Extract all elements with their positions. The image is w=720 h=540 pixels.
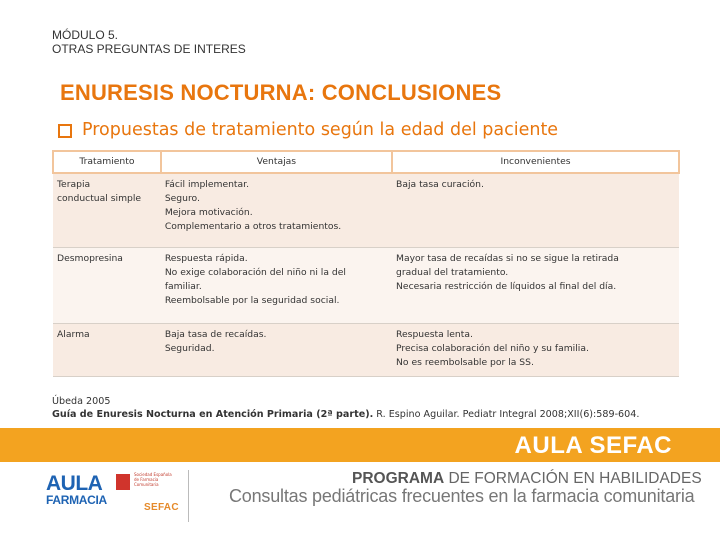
logo-farmacia-text: FARMACIA [46, 493, 107, 507]
sefac-square-icon [116, 474, 130, 490]
cell-inconvenientes [392, 247, 679, 323]
cell-line: Respuesta lenta. [396, 328, 473, 340]
cell-line: Baja tasa de recaídas. [164, 328, 267, 340]
module-header [52, 28, 246, 56]
cell-tratamiento [53, 173, 161, 247]
bullet-text: Propuestas de tratamiento según la edad del paciente [82, 120, 559, 140]
module-number: MÓDULO 5. [52, 28, 119, 42]
logo-aula-text: AULA [46, 472, 103, 495]
cell-line: Fácil implementar. [164, 179, 250, 190]
footer-banner [0, 428, 720, 462]
reference-details: R. Espino Aguilar. Pediatr Integral 2008;XII(6):589-604. [373, 409, 640, 420]
table-row [53, 247, 679, 323]
page-title: ENURESIS NOCTURNA: CONCLUSIONES [60, 80, 502, 105]
cell-line: conductual simple [57, 193, 142, 204]
footer-divider [188, 470, 189, 522]
cell-line: No exige colaboración del niño ni la del [164, 266, 346, 278]
cell-line: Seguro. [164, 193, 200, 204]
table-row [53, 323, 679, 376]
table-row [53, 173, 679, 247]
cell-inconvenientes [392, 323, 679, 376]
cell-ventajas [161, 247, 392, 323]
cell-line: familiar. [164, 280, 202, 292]
bibliographic-reference [52, 395, 639, 421]
footer [0, 462, 720, 540]
cell-line: Alarma [57, 328, 90, 340]
cell-line: Baja tasa curación. [396, 179, 484, 190]
cell-ventajas [161, 323, 392, 376]
cell-line: gradual del tratamiento. [396, 266, 509, 278]
cell-tratamiento [53, 247, 161, 323]
program-bold: PROGRAMA [352, 470, 445, 487]
module-subtitle: OTRAS PREGUNTAS DE INTERES [52, 42, 246, 56]
cell-line: Mejora motivación. [164, 207, 253, 218]
sefac-small-text: Sociedad Española de Farmacia Comunitaria [134, 472, 172, 487]
bullet-point [58, 120, 558, 140]
cell-line: No es reembolsable por la SS. [396, 356, 534, 368]
header-ventajas: Ventajas [161, 151, 392, 173]
cell-line: Precisa colaboración del niño y su familia. [396, 342, 589, 354]
cell-line: Necesaria restricción de líquidos al final del día. [396, 280, 617, 292]
cell-line: Seguridad. [164, 342, 215, 354]
program-subtitle: Consultas pediátricas frecuentes en la farmacia comunitaria [229, 486, 695, 506]
cell-line: Complementario a otros tratamientos. [164, 221, 342, 232]
program-rest: DE FORMACIÓN EN HABILIDADES [444, 470, 702, 487]
header-inconvenientes: Inconvenientes [392, 151, 679, 173]
cell-line: Respuesta rápida. [164, 252, 248, 264]
cell-line: Terapia [57, 179, 91, 190]
treatment-table [52, 150, 680, 377]
table-header-row [53, 151, 679, 173]
sefac-word: SEFAC [144, 502, 179, 513]
aula-farmacia-logo [46, 474, 107, 506]
header-tratamiento: Tratamiento [53, 151, 161, 173]
cell-line: Reembolsable por la seguridad social. [164, 294, 340, 306]
sefac-logo [116, 472, 179, 516]
reference-title: Guía de Enuresis Nocturna en Atención Primaria (2ª parte). [52, 409, 374, 420]
checkbox-bullet-icon [58, 124, 72, 138]
cell-line: Desmopresina [57, 252, 123, 264]
reference-line1: Úbeda 2005 [52, 396, 111, 407]
cell-tratamiento [53, 323, 161, 376]
cell-line: Mayor tasa de recaídas si no se sigue la retirada [396, 252, 619, 264]
banner-title: AULA SEFAC [514, 432, 672, 459]
reference-line2 [52, 408, 639, 421]
cell-ventajas [161, 173, 392, 247]
cell-inconvenientes [392, 173, 679, 247]
